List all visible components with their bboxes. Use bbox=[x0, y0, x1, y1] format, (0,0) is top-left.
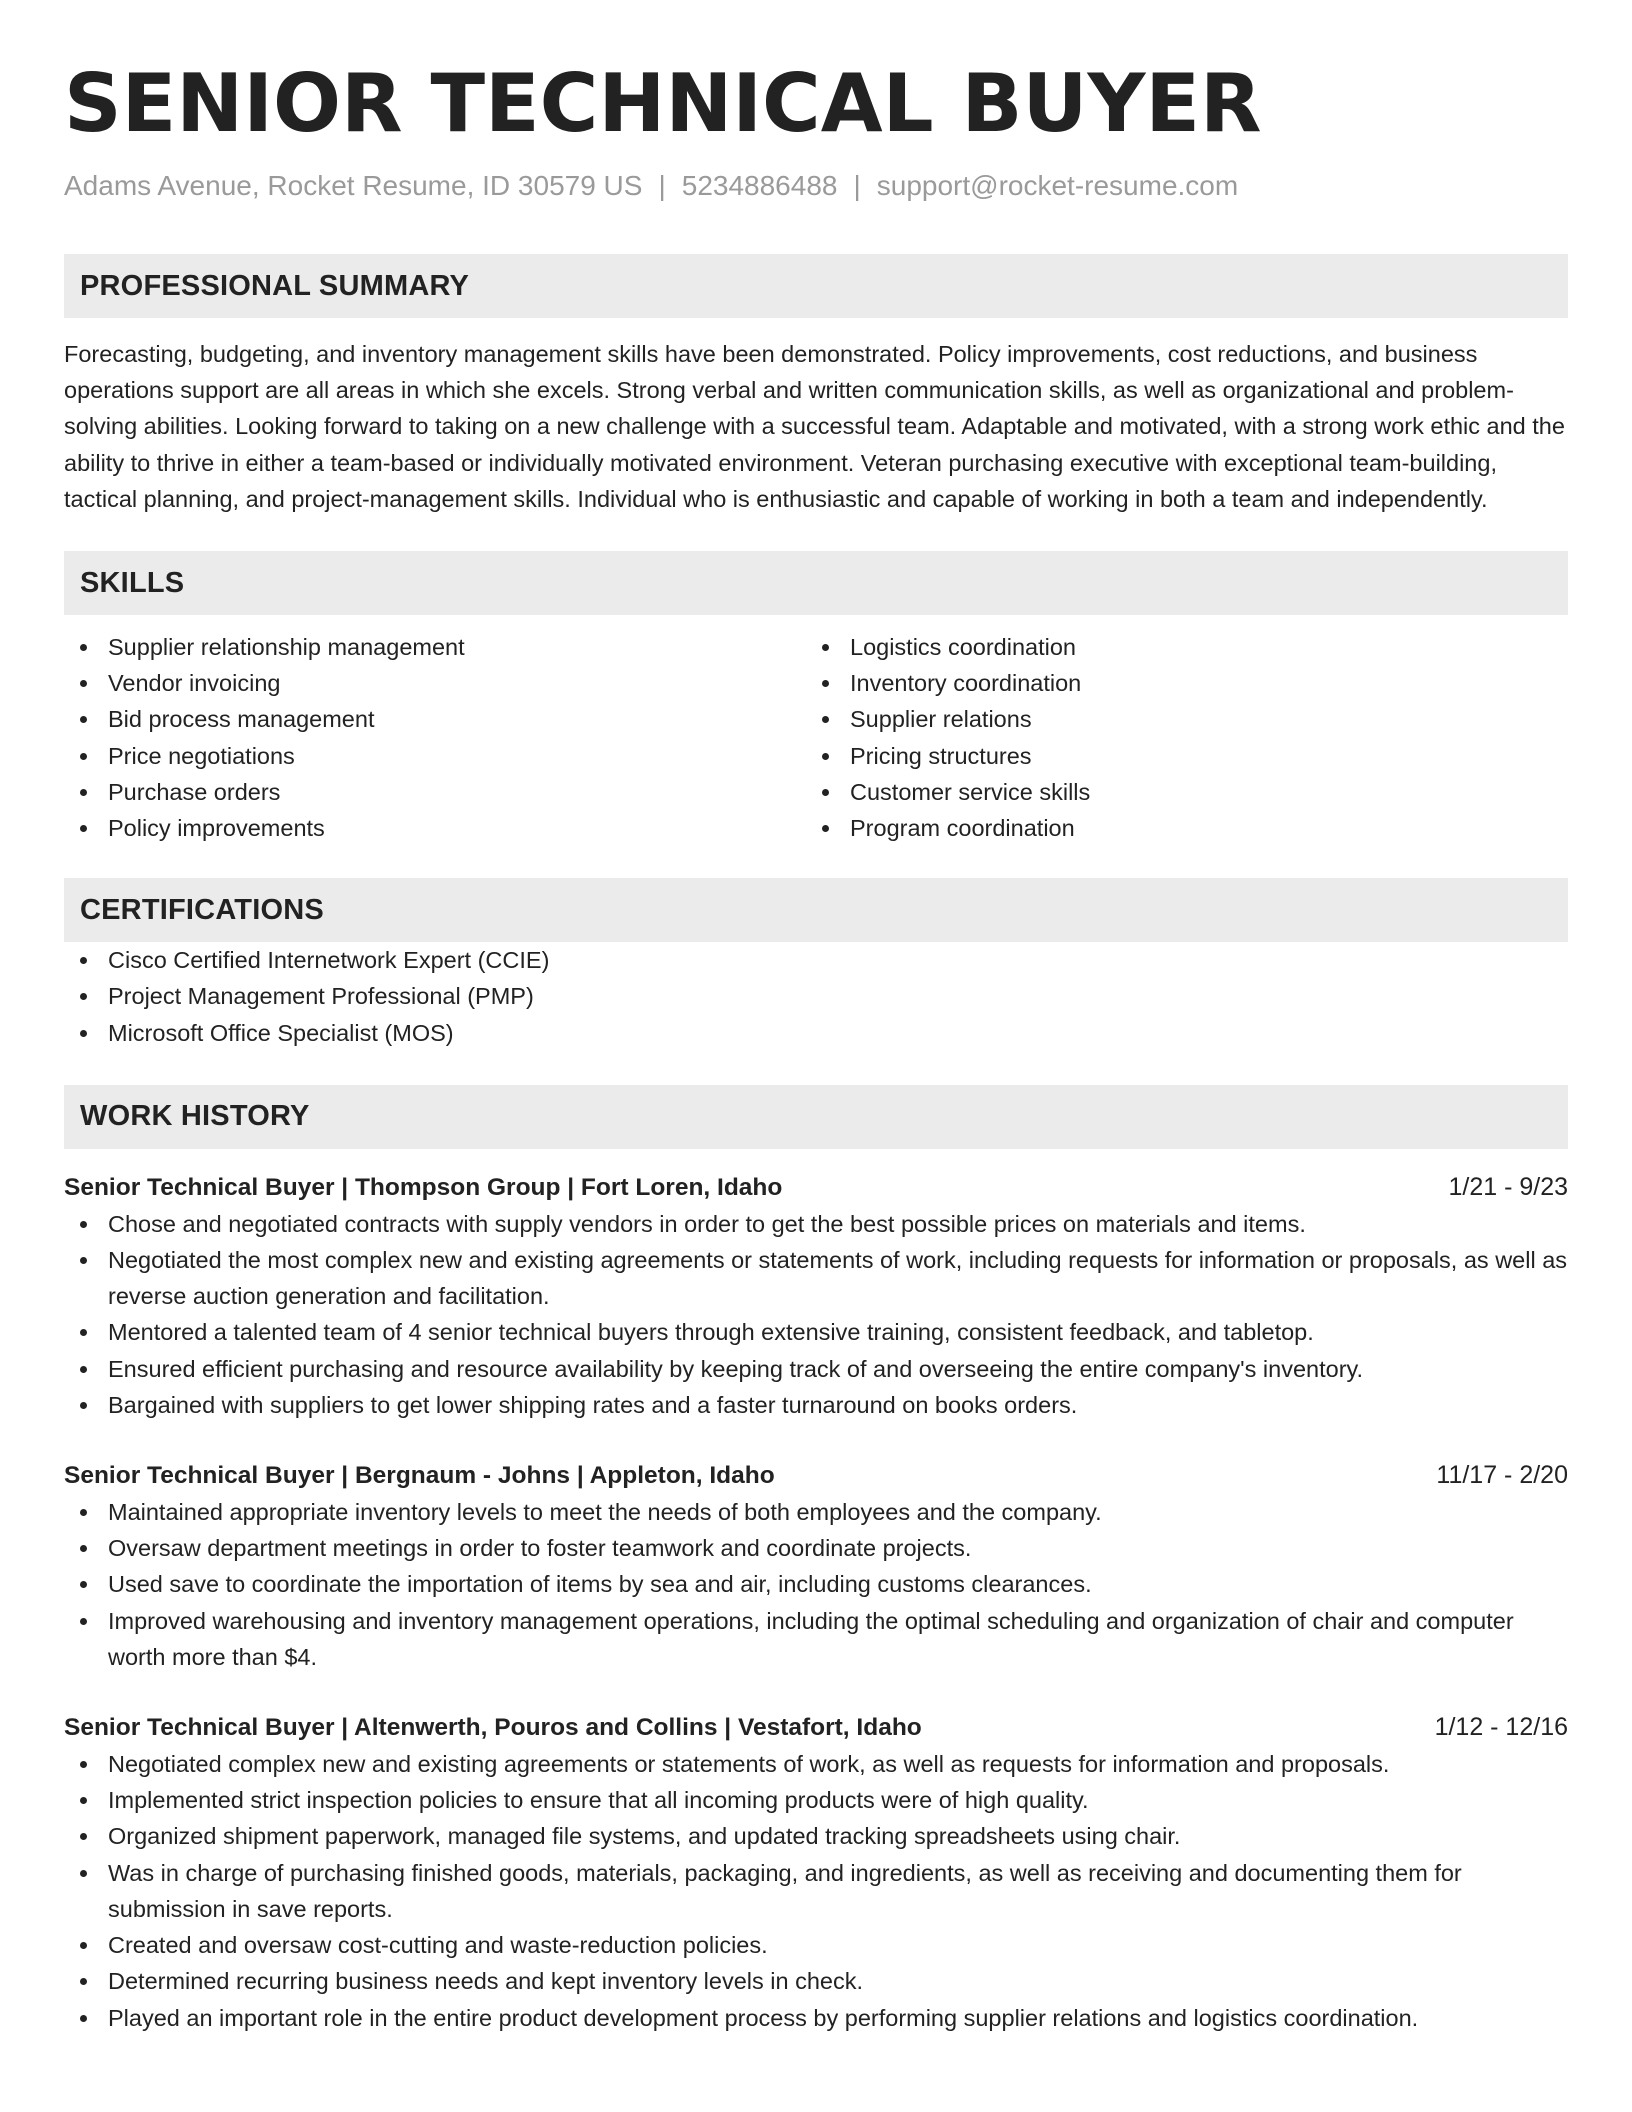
job-bullet bbox=[64, 1603, 1568, 1675]
skill-item-text: Program coordination bbox=[850, 815, 1075, 842]
contact-email: support@rocket-resume.com bbox=[876, 170, 1239, 201]
summary-text: Forecasting, budgeting, and inventory management skills have been demonstrated. Policy improvements, cost reductions, and business operations support are all areas in which she excels. Strong verbal and written communication skills, as well as organizational and problem-solving abilities. Looking forward to taking on a new challenge with a successful team. Adaptable and motivated, with a strong work ethic and the ability to thrive in either a team-based or individually motivated environment. Veteran purchasing executive with exceptional team-building, tactical planning, and project-management skills. Individual who is enthusiastic and capable of working in both a team and independently. bbox=[64, 341, 1565, 512]
job-bullet bbox=[64, 1927, 1568, 1963]
skills-list-right bbox=[806, 629, 1548, 846]
skills-grid bbox=[64, 629, 1568, 846]
section-title-work-history: WORK HISTORY bbox=[64, 1085, 1568, 1149]
skill-item-text: Inventory coordination bbox=[850, 670, 1082, 697]
job-bullet-text: Negotiated complex new and existing agreements or statements of work, as well as requests for information and proposals. bbox=[108, 1751, 1390, 1778]
job-header bbox=[64, 1709, 1568, 1746]
job-bullet-text: Bargained with suppliers to get lower shipping rates and a faster turnaround on books orders. bbox=[108, 1391, 1078, 1418]
section-title-skills: SKILLS bbox=[64, 551, 1568, 615]
bullet-icon bbox=[80, 1329, 87, 1336]
bullet-icon bbox=[80, 1833, 87, 1840]
skill-item-text: Pricing structures bbox=[850, 742, 1032, 769]
job-bullet-list bbox=[64, 1746, 1568, 2036]
job-bullet-list bbox=[64, 1494, 1568, 1675]
bullet-icon bbox=[80, 1797, 87, 1804]
bullet-icon bbox=[80, 1402, 87, 1409]
job-bullet-text: Oversaw department meetings in order to foster teamwork and coordinate projects. bbox=[108, 1535, 972, 1562]
contact-phone: 5234886488 bbox=[681, 170, 838, 201]
job-bullet-text: Determined recurring business needs and kept inventory levels in check. bbox=[108, 1968, 864, 1995]
job-dates: 11/17 - 2/20 bbox=[1436, 1461, 1568, 1490]
job-entry bbox=[64, 1709, 1568, 2036]
job-bullet bbox=[64, 1206, 1568, 1242]
bullet-icon bbox=[822, 644, 829, 651]
skill-item bbox=[64, 774, 806, 810]
bullet-icon bbox=[80, 716, 87, 723]
job-title: Senior Technical Buyer | Thompson Group | Fort Loren, Idaho bbox=[64, 1173, 783, 1201]
bullet-icon bbox=[80, 825, 87, 832]
resume-name: SENIOR TECHNICAL BUYER bbox=[64, 57, 1262, 150]
bullet-icon bbox=[80, 1942, 87, 1949]
job-bullet bbox=[64, 1242, 1568, 1314]
certification-item bbox=[64, 1015, 1568, 1051]
section-title-certifications: CERTIFICATIONS bbox=[64, 878, 1568, 942]
job-bullet bbox=[64, 1746, 1568, 1782]
bullet-icon bbox=[80, 644, 87, 651]
contact-separator: | bbox=[853, 170, 861, 201]
job-bullet-text: Used save to coordinate the importation of items by sea and air, including customs clearances. bbox=[108, 1571, 1092, 1598]
skill-item bbox=[64, 738, 806, 774]
skill-item-text: Price negotiations bbox=[108, 742, 295, 769]
bullet-icon bbox=[80, 753, 87, 760]
job-bullet-text: Maintained appropriate inventory levels to meet the needs of both employees and the company. bbox=[108, 1499, 1102, 1526]
job-bullet-text: Ensured efficient purchasing and resource availability by keeping track of and overseeing the entire company's inventory. bbox=[108, 1355, 1364, 1382]
skill-item bbox=[806, 701, 1548, 737]
job-bullet-text: Chose and negotiated contracts with supply vendors in order to get the best possible prices on materials and items. bbox=[108, 1210, 1306, 1237]
skill-item bbox=[806, 774, 1548, 810]
job-bullet-text: Implemented strict inspection policies to ensure that all incoming products were of high quality. bbox=[108, 1787, 1089, 1814]
bullet-icon bbox=[80, 1030, 87, 1037]
bullet-icon bbox=[822, 716, 829, 723]
bullet-icon bbox=[822, 825, 829, 832]
certification-item-text: Project Management Professional (PMP) bbox=[108, 983, 534, 1010]
skill-item bbox=[806, 738, 1548, 774]
bullet-icon bbox=[80, 1870, 87, 1877]
job-bullet bbox=[64, 2000, 1568, 2036]
skill-item-text: Supplier relationship management bbox=[108, 634, 465, 661]
skill-item-text: Policy improvements bbox=[108, 815, 325, 842]
bullet-icon bbox=[80, 1221, 87, 1228]
job-bullet-text: Mentored a talented team of 4 senior technical buyers through extensive training, consistent feedback, and tabletop. bbox=[108, 1319, 1314, 1346]
job-bullet-text: Negotiated the most complex new and existing agreements or statements of work, including requests for information or proposals, as well as reverse auction generation and facilitation. bbox=[108, 1247, 1568, 1310]
bullet-icon bbox=[822, 680, 829, 687]
bullet-icon bbox=[80, 993, 87, 1000]
job-bullet-text: Was in charge of purchasing finished goods, materials, packaging, and ingredients, as well as receiving and documenting them for submission in save reports. bbox=[108, 1859, 1462, 1922]
job-bullet bbox=[64, 1314, 1568, 1350]
bullet-icon bbox=[822, 753, 829, 760]
job-bullet-list bbox=[64, 1206, 1568, 1423]
bullet-icon bbox=[80, 1509, 87, 1516]
bullet-icon bbox=[80, 789, 87, 796]
job-bullet-text: Created and oversaw cost-cutting and waste-reduction policies. bbox=[108, 1932, 768, 1959]
job-bullet bbox=[64, 1566, 1568, 1602]
job-bullet bbox=[64, 1351, 1568, 1387]
contact-separator: | bbox=[658, 170, 666, 201]
certification-item bbox=[64, 942, 1568, 978]
job-bullet bbox=[64, 1818, 1568, 1854]
skill-item-text: Logistics coordination bbox=[850, 634, 1076, 661]
job-header bbox=[64, 1169, 1568, 1206]
job-header bbox=[64, 1457, 1568, 1494]
skills-column-right bbox=[806, 629, 1548, 846]
bullet-icon bbox=[80, 1545, 87, 1552]
bullet-icon bbox=[80, 1618, 87, 1625]
skill-item bbox=[806, 810, 1548, 846]
bullet-icon bbox=[80, 1366, 87, 1373]
skills-column-left bbox=[64, 629, 806, 846]
bullet-icon bbox=[822, 789, 829, 796]
job-bullet bbox=[64, 1387, 1568, 1423]
job-bullet-text: Organized shipment paperwork, managed file systems, and updated tracking spreadsheets using chair. bbox=[108, 1823, 1181, 1850]
job-bullet bbox=[64, 1494, 1568, 1530]
skill-item bbox=[806, 629, 1548, 665]
bullet-icon bbox=[80, 1978, 87, 1985]
contact-line bbox=[64, 168, 1568, 204]
bullet-icon bbox=[80, 1581, 87, 1588]
skills-list-left bbox=[64, 629, 806, 846]
skill-item bbox=[64, 701, 806, 737]
job-entry bbox=[64, 1169, 1568, 1423]
bullet-icon bbox=[80, 2015, 87, 2022]
job-title: Senior Technical Buyer | Bergnaum - Johns | Appleton, Idaho bbox=[64, 1462, 775, 1490]
skill-item bbox=[64, 665, 806, 701]
certification-item-text: Cisco Certified Internetwork Expert (CCIE) bbox=[108, 947, 550, 974]
bullet-icon bbox=[80, 1257, 87, 1264]
certifications-list bbox=[64, 942, 1568, 1051]
job-bullet-text: Played an important role in the entire product development process by performing supplier relations and logistics coordination. bbox=[108, 2004, 1419, 2031]
job-dates: 1/21 - 9/23 bbox=[1448, 1172, 1568, 1201]
section-title-summary: PROFESSIONAL SUMMARY bbox=[64, 254, 1568, 318]
bullet-icon bbox=[80, 680, 87, 687]
job-bullet bbox=[64, 1782, 1568, 1818]
skill-item-text: Purchase orders bbox=[108, 778, 281, 805]
work-history-list bbox=[64, 1169, 1568, 2036]
job-title: Senior Technical Buyer | Altenwerth, Pouros and Collins | Vestafort, Idaho bbox=[64, 1714, 922, 1742]
skill-item-text: Supplier relations bbox=[850, 706, 1032, 733]
skill-item bbox=[806, 665, 1548, 701]
job-entry bbox=[64, 1457, 1568, 1675]
bullet-icon bbox=[80, 1761, 87, 1768]
skill-item bbox=[64, 810, 806, 846]
skill-item-text: Vendor invoicing bbox=[108, 670, 281, 697]
bullet-icon bbox=[80, 957, 87, 964]
skill-item-text: Bid process management bbox=[108, 706, 375, 733]
skill-item-text: Customer service skills bbox=[850, 778, 1091, 805]
contact-address: Adams Avenue, Rocket Resume, ID 30579 US bbox=[64, 170, 643, 201]
job-bullet-text: Improved warehousing and inventory management operations, including the optimal scheduling and organization of chair and computer worth more than $4. bbox=[108, 1607, 1514, 1670]
job-bullet bbox=[64, 1530, 1568, 1566]
certification-item-text: Microsoft Office Specialist (MOS) bbox=[108, 1019, 454, 1046]
skill-item bbox=[64, 629, 806, 665]
job-bullet bbox=[64, 1963, 1568, 1999]
job-bullet bbox=[64, 1855, 1568, 1927]
certification-item bbox=[64, 978, 1568, 1014]
job-dates: 1/12 - 12/16 bbox=[1434, 1713, 1568, 1742]
